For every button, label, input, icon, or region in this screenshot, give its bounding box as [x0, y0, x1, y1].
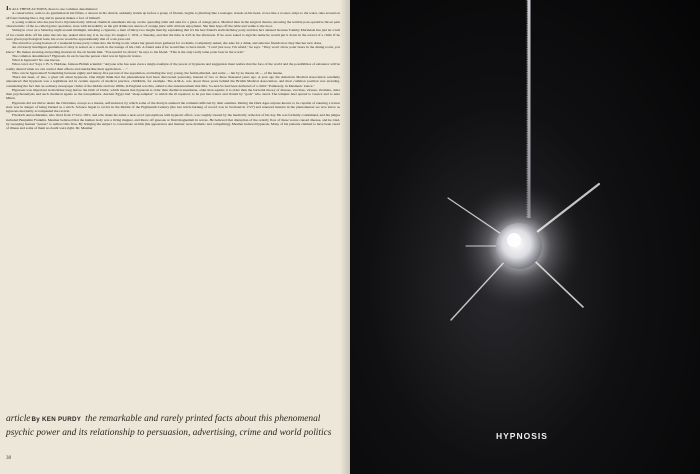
paragraph: An obviously intelligent gentleman of sixty is seated on a couch in the lounge of his club. A friend asks if he would like to have lunch. "I can't just now, I'm afraid," he says. "They won't allow polar bears in the dining room, you know." He makes stroking and petting motions in the air beside him. "You needn't be afraid," he says to his friend. "This is the only really tame polar bear in the world." [6, 45, 340, 54]
author-name: By KEN PURDY [31, 416, 82, 423]
byline-prefix: article [6, 414, 31, 424]
page-number: 38 [6, 456, 11, 461]
pendulum-photo [350, 0, 700, 474]
paragraph: Hypnosis was important in medicine long before the birth of Christ, which means that hypnosis is older than chemical anesthesia, older than aspirin; it is older than the bacterial theory of disease, vaccines, viruses, vitamins, older than psychoanalysis and such chemical agents as the tranquilizers. Ancient Egypt had "sleep-temples" to which the ill repaired, to be put into trance and visited by "gods" who cured. The temples later spread to Greece and to Asia Minor. [6, 87, 340, 101]
article-body [6, 6, 340, 374]
paragraph: A conservative, well-to-do gentleman in his fifties, a deacon in his church, suddenly stands up before a group of friends, begins to jitterbug like a teenager, stands on his head, crows like a rooster, strips to the waist, runs around on all fours barking like a dog and in general makes a fool of himself. [6, 11, 340, 20]
paragraph: A young woman who has just had a thyroidectomy without chemical anesthesia sits up on the operating table and asks for a glass of orange juice. Medical men in the surgical theatre, knowing the terrible post-operative throat pain characteristic of the so-called goiter operation, stare with incredulity as the girl drinks ten ounces of orange juice with obvious enjoyment. She then hops off the table and walks to the door. [6, 19, 340, 28]
photo-title: HYPNOSIS [496, 431, 548, 441]
paragraph: Friedrich Anton Mesmer, who lived from 1734 to 1815, and who made his name a near-word synonymous with hypnotic effect, was roughly treated by the medically orthodox of his day. He was formally condemned, and his judges included Benjamin Franklin. Mesmer believed that the human body was a living magnet, and threw off gaseous or fluid magnetism in waves. He believed that disruption of the orderly flow of these waves caused disease, and he tried, by sweeping manual "passes" to redirect this flow. By bringing the subject to concentrate on him (his appearance and manner were dramatic and compelling), Mesmer induced hypnosis. Many of his patients claimed to have been cured of illness and some of them no doubt were right. Dr. Mesmer [6, 113, 340, 130]
paragraph: Sitting in a bar on a Saturday night around midnight, smoking a cigarette, a man of thirty-two laughs merrily, explaining that it's his best friend's sixth birthday party and that he's amazed because Tommy Marindale has just let a ball of ice-cream slide off his plate into his lap. Asked what day it is, he says it's August 7, 1931, a Tuesday, and that the time is 4:25 in the afternoon. If he were asked to sign his name he would put it down in the scrawl of a child. If he were given psychological tests, his score would be approximately that of a six-year-old. [6, 28, 340, 41]
paragraph: Who can be hypnotized? Something between eighty and ninety-five percent of the population, excluding the very young, the feeble-minded, and some — but by no means all — of the insane. [12, 70, 283, 75]
article-deck: the remarkable and rarely printed facts about this phenomenal psychic power and its relationship to persuasion, advertising, crime and world politics [6, 414, 332, 438]
byline [6, 413, 342, 440]
drop-cap: I [6, 6, 9, 12]
pendulum-ball [496, 223, 542, 269]
paragraph: What is hypnosis? No one knows. [12, 58, 61, 62]
paragraph: The common denominator? Hypnosis. In each case the person cited was in hypnotic trance. [12, 53, 142, 58]
paragraph-text: N ALL THESE ACTIONS, there is one common denominator: [8, 7, 98, 11]
ball-highlight [507, 233, 521, 247]
right-page [350, 0, 700, 474]
paragraph: What can it do? Says J. B. S. Haldane, famous British scientist: "Anyone who has seen even a single example of the power of hypnosis and suggestion must realize that the face of the world and the possibilities of existence will be totally altered when we can control their effects and standardize their application . . ." [6, 62, 340, 71]
paragraph: Hypnosis did not thrive under the Christians, except as a means, self-induced, by which some of the martyrs endured the torments inflicted by their enemies. During the Dark Ages anyone known to be capable of entering a trance state was in danger of being burned as a witch. Science began to revive in the middle of the Eighteenth Century (the last witch-burning of record was in Scotland in 1727) and renewed interest in the phenomenon we now know as hypnosis inevitably accompanied the revival. [6, 100, 340, 113]
paragraph: There has been, of late, a great stir about hypnosis. One might think that the phenomenon had been discovered yesterday, instead of two or three thousand years ago. A year ago the American Medical Association solemnly announced that hypnosis was a legitimate aid in certain aspects of medical practice, childbirth, for example. The A.M.A. was about three years behind the British Medical Association, and their common position was arresting, considering the fact that an ordinary newspaper clichè of the middle and late 1800s, in England was this, added to the announcement that Mrs. So-and-So had been delivered of a child: "Painlessly, in Mesmeric trance." [6, 75, 340, 88]
paragraph: The attractive young hostess of a weekend house party comes into the living room, where her guests have gathered for cocktails. Completely naked, she asks for a drink, and asks her friends how they like her new dress. [12, 41, 323, 45]
